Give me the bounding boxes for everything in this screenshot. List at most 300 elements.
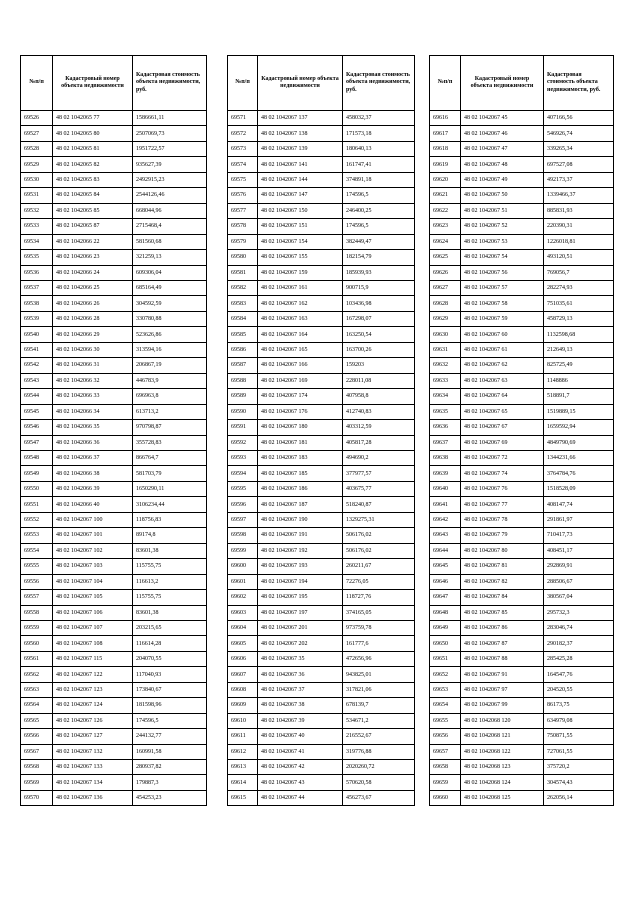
cadastral-number: 48 02 1042067 166 <box>258 358 343 373</box>
cadastral-number: 48 02 1042067 64 <box>461 389 544 404</box>
cadastral-cost: 970798,87 <box>133 420 207 435</box>
cadastral-number: 48 02 1042066 22 <box>53 234 133 249</box>
cadastral-cost: 206867,19 <box>133 358 207 373</box>
row-number: 69541 <box>21 342 53 357</box>
table-row <box>228 605 415 620</box>
row-number: 69558 <box>21 605 53 620</box>
table-row <box>228 111 415 126</box>
cadastral-cost: 518891,7 <box>544 389 614 404</box>
row-number: 69563 <box>21 682 53 697</box>
cadastral-cost: 116614,28 <box>133 636 207 651</box>
cadastral-number: 48 02 1042067 104 <box>53 574 133 589</box>
cadastral-cost: 2020260,72 <box>343 760 415 775</box>
table-row <box>21 543 207 558</box>
cadastral-number: 48 02 1042067 97 <box>461 682 544 697</box>
cadastral-cost: 304574,43 <box>544 775 614 790</box>
row-number: 69632 <box>430 358 461 373</box>
table-row <box>228 280 415 295</box>
cadastral-number: 48 02 1042066 25 <box>53 280 133 295</box>
cadastral-cost: 174596,5 <box>133 713 207 728</box>
cadastral-cost: 412740,83 <box>343 404 415 419</box>
table-row <box>228 141 415 156</box>
table-row <box>430 188 614 203</box>
table-row <box>228 450 415 465</box>
header-cadastral-number: Кадастровый номер объекта недвижимости <box>53 56 133 111</box>
table-row <box>430 744 614 759</box>
cadastral-cost: 2544126,46 <box>133 188 207 203</box>
row-number: 69603 <box>228 605 258 620</box>
cadastral-number: 48 02 1042067 107 <box>53 620 133 635</box>
cadastral-number: 48 02 1042067 115 <box>53 651 133 666</box>
cadastral-number: 48 02 1042066 39 <box>53 481 133 496</box>
row-number: 69540 <box>21 327 53 342</box>
row-number: 69635 <box>430 404 461 419</box>
row-number: 69567 <box>21 744 53 759</box>
table-row <box>430 296 614 311</box>
cadastral-number: 48 02 1042066 40 <box>53 497 133 512</box>
table-row <box>21 280 207 295</box>
table-row <box>21 342 207 357</box>
cadastral-cost: 866764,7 <box>133 450 207 465</box>
row-number: 69638 <box>430 450 461 465</box>
cadastral-cost: 973759,78 <box>343 620 415 635</box>
cadastral-cost: 180640,13 <box>343 141 415 156</box>
row-number: 69583 <box>228 296 258 311</box>
table-row <box>21 636 207 651</box>
row-number: 69659 <box>430 775 461 790</box>
row-number: 69622 <box>430 203 461 218</box>
table-row <box>430 280 614 295</box>
cadastral-number: 48 02 1042066 30 <box>53 342 133 357</box>
cadastral-number: 48 02 1042065 80 <box>53 126 133 141</box>
table-row <box>228 435 415 450</box>
cadastral-cost: 174596,5 <box>343 188 415 203</box>
row-number: 69630 <box>430 327 461 342</box>
row-number: 69620 <box>430 172 461 187</box>
cadastral-cost: 751035,61 <box>544 296 614 311</box>
cadastral-number: 48 02 1042067 163 <box>258 311 343 326</box>
cadastral-table-1 <box>20 55 207 806</box>
cadastral-number: 48 02 1042066 35 <box>53 420 133 435</box>
cadastral-cost: 885831,93 <box>544 203 614 218</box>
row-number: 69565 <box>21 713 53 728</box>
cadastral-number: 48 02 1042067 151 <box>258 219 343 234</box>
cadastral-number: 48 02 1042067 138 <box>258 126 343 141</box>
row-number: 69549 <box>21 466 53 481</box>
cadastral-number: 48 02 1042067 176 <box>258 404 343 419</box>
cadastral-cost: 374891,18 <box>343 172 415 187</box>
cadastral-number: 48 02 1042067 51 <box>461 203 544 218</box>
table-row <box>21 157 207 172</box>
row-number: 69531 <box>21 188 53 203</box>
row-number: 69539 <box>21 311 53 326</box>
cadastral-number: 48 02 1042067 161 <box>258 280 343 295</box>
row-number: 69641 <box>430 497 461 512</box>
row-number: 69574 <box>228 157 258 172</box>
cadastral-cost: 117040,93 <box>133 667 207 682</box>
table-row <box>21 466 207 481</box>
cadastral-number: 48 02 1042066 26 <box>53 296 133 311</box>
cadastral-number: 48 02 1042067 187 <box>258 497 343 512</box>
table-row <box>228 358 415 373</box>
cadastral-number: 48 02 1042066 38 <box>53 466 133 481</box>
row-number: 69545 <box>21 404 53 419</box>
cadastral-number: 48 02 1042067 44 <box>258 790 343 805</box>
cadastral-number: 48 02 1042067 185 <box>258 466 343 481</box>
cadastral-number: 48 02 1042067 123 <box>53 682 133 697</box>
row-number: 69660 <box>430 790 461 805</box>
table-row <box>21 497 207 512</box>
table-row <box>430 775 614 790</box>
cadastral-cost: 163250,54 <box>343 327 415 342</box>
row-number: 69651 <box>430 651 461 666</box>
row-number: 69642 <box>430 512 461 527</box>
cadastral-number: 48 02 1042067 82 <box>461 574 544 589</box>
row-number: 69537 <box>21 280 53 295</box>
row-number: 69609 <box>228 698 258 713</box>
cadastral-cost: 181598,96 <box>133 698 207 713</box>
table-header-row <box>430 56 614 111</box>
cadastral-cost: 518240,87 <box>343 497 415 512</box>
cadastral-cost: 492173,37 <box>544 172 614 187</box>
cadastral-cost: 118727,76 <box>343 590 415 605</box>
cadastral-cost: 1586661,11 <box>133 111 207 126</box>
row-number: 69644 <box>430 543 461 558</box>
table-row <box>228 682 415 697</box>
table-row <box>430 574 614 589</box>
table-row <box>21 450 207 465</box>
table-row <box>430 358 614 373</box>
row-number: 69553 <box>21 528 53 543</box>
cadastral-cost: 1329275,31 <box>343 512 415 527</box>
header-cadastral-cost: Кадастровая стоимость объекта недвижимости, руб. <box>343 56 415 111</box>
cadastral-number: 48 02 1042066 32 <box>53 373 133 388</box>
header-number: №п/п <box>228 56 258 111</box>
row-number: 69627 <box>430 280 461 295</box>
table-row <box>21 559 207 574</box>
cadastral-cost: 523626,86 <box>133 327 207 342</box>
cadastral-number: 48 02 1042067 79 <box>461 528 544 543</box>
cadastral-number: 48 02 1042067 36 <box>258 667 343 682</box>
row-number: 69626 <box>430 265 461 280</box>
cadastral-number: 48 02 1042067 54 <box>461 250 544 265</box>
cadastral-cost: 769056,7 <box>544 265 614 280</box>
table-row <box>228 188 415 203</box>
row-number: 69547 <box>21 435 53 450</box>
table-row <box>228 729 415 744</box>
row-number: 69604 <box>228 620 258 635</box>
row-number: 69588 <box>228 373 258 388</box>
row-number: 69552 <box>21 512 53 527</box>
table-row <box>21 389 207 404</box>
cadastral-cost: 160991,58 <box>133 744 207 759</box>
cadastral-cost: 581703,79 <box>133 466 207 481</box>
cadastral-number: 48 02 1042067 42 <box>258 760 343 775</box>
cadastral-number: 48 02 1042067 59 <box>461 311 544 326</box>
cadastral-number: 48 02 1042067 39 <box>258 713 343 728</box>
row-number: 69648 <box>430 605 461 620</box>
cadastral-number: 48 02 1042067 183 <box>258 450 343 465</box>
row-number: 69566 <box>21 729 53 744</box>
cadastral-number: 48 02 1042067 133 <box>53 760 133 775</box>
table-row <box>228 296 415 311</box>
cadastral-cost: 1519889,15 <box>544 404 614 419</box>
cadastral-cost: 203215,65 <box>133 620 207 635</box>
table-row <box>21 590 207 605</box>
cadastral-cost: 1518528,09 <box>544 481 614 496</box>
row-number: 69639 <box>430 466 461 481</box>
row-number: 69658 <box>430 760 461 775</box>
table-row <box>228 636 415 651</box>
table-row <box>21 358 207 373</box>
row-number: 69554 <box>21 543 53 558</box>
cadastral-cost: 2492915,23 <box>133 172 207 187</box>
cadastral-table-3 <box>429 55 614 806</box>
table-row <box>21 760 207 775</box>
table-row <box>228 574 415 589</box>
table-row <box>430 420 614 435</box>
cadastral-number: 48 02 1042068 122 <box>461 744 544 759</box>
cadastral-number: 48 02 1042067 190 <box>258 512 343 527</box>
table-row <box>430 265 614 280</box>
cadastral-cost: 1650290,11 <box>133 481 207 496</box>
cadastral-cost: 319776,88 <box>343 744 415 759</box>
table-row <box>228 389 415 404</box>
table-row <box>228 590 415 605</box>
cadastral-cost: 546926,74 <box>544 126 614 141</box>
cadastral-cost: 697527,08 <box>544 157 614 172</box>
cadastral-cost: 727061,55 <box>544 744 614 759</box>
cadastral-number: 48 02 1042067 43 <box>258 775 343 790</box>
table-row <box>228 311 415 326</box>
table-row <box>430 311 614 326</box>
table-row <box>430 651 614 666</box>
cadastral-cost: 330780,88 <box>133 311 207 326</box>
table-header-row <box>228 56 415 111</box>
row-number: 69599 <box>228 543 258 558</box>
table-row <box>228 543 415 558</box>
table-row <box>430 713 614 728</box>
cadastral-number: 48 02 1042068 125 <box>461 790 544 805</box>
row-number: 69561 <box>21 651 53 666</box>
cadastral-number: 48 02 1042067 162 <box>258 296 343 311</box>
row-number: 69633 <box>430 373 461 388</box>
row-number: 69602 <box>228 590 258 605</box>
row-number: 69613 <box>228 760 258 775</box>
table-row <box>430 172 614 187</box>
header-cadastral-cost: Кадастровая стоимость объекта недвижимости, руб. <box>544 56 614 111</box>
cadastral-number: 48 02 1042067 137 <box>258 111 343 126</box>
cadastral-number: 48 02 1042067 72 <box>461 450 544 465</box>
table-row <box>228 404 415 419</box>
row-number: 69572 <box>228 126 258 141</box>
cadastral-cost: 164547,76 <box>544 667 614 682</box>
cadastral-number: 48 02 1042066 34 <box>53 404 133 419</box>
row-number: 69564 <box>21 698 53 713</box>
cadastral-number: 48 02 1042067 193 <box>258 559 343 574</box>
table-row <box>21 203 207 218</box>
row-number: 69591 <box>228 420 258 435</box>
table-row <box>228 327 415 342</box>
cadastral-cost: 1339466,37 <box>544 188 614 203</box>
cadastral-cost: 72276,05 <box>343 574 415 589</box>
table-row <box>21 141 207 156</box>
cadastral-cost: 613713,2 <box>133 404 207 419</box>
row-number: 69645 <box>430 559 461 574</box>
row-number: 69629 <box>430 311 461 326</box>
cadastral-cost: 262056,14 <box>544 790 614 805</box>
cadastral-cost: 260211,67 <box>343 559 415 574</box>
header-cadastral-cost: Кадастровая стоимость объекта недвижимости, руб. <box>133 56 207 111</box>
row-number: 69559 <box>21 620 53 635</box>
cadastral-cost: 103436,98 <box>343 296 415 311</box>
row-number: 69625 <box>430 250 461 265</box>
row-number: 69570 <box>21 790 53 805</box>
row-number: 69571 <box>228 111 258 126</box>
cadastral-cost: 403675,77 <box>343 481 415 496</box>
row-number: 69636 <box>430 420 461 435</box>
table-row <box>21 651 207 666</box>
cadastral-number: 48 02 1042067 100 <box>53 512 133 527</box>
cadastral-number: 48 02 1042067 136 <box>53 790 133 805</box>
cadastral-number: 48 02 1042067 108 <box>53 636 133 651</box>
table-row <box>228 203 415 218</box>
cadastral-cost: 179887,3 <box>133 775 207 790</box>
cadastral-number: 48 02 1042067 80 <box>461 543 544 558</box>
cadastral-number: 48 02 1042066 24 <box>53 265 133 280</box>
table-row <box>228 744 415 759</box>
cadastral-number: 48 02 1042067 134 <box>53 775 133 790</box>
cadastral-cost: 283046,74 <box>544 620 614 635</box>
cadastral-cost: 339265,34 <box>544 141 614 156</box>
cadastral-cost: 118756,83 <box>133 512 207 527</box>
cadastral-number: 48 02 1042067 150 <box>258 203 343 218</box>
row-number: 69594 <box>228 466 258 481</box>
cadastral-number: 48 02 1042067 201 <box>258 620 343 635</box>
row-number: 69590 <box>228 404 258 419</box>
row-number: 69526 <box>21 111 53 126</box>
cadastral-number: 48 02 1042067 47 <box>461 141 544 156</box>
cadastral-number: 48 02 1042067 57 <box>461 280 544 295</box>
cadastral-cost: 472656,96 <box>343 651 415 666</box>
cadastral-number: 48 02 1042068 124 <box>461 775 544 790</box>
row-number: 69568 <box>21 760 53 775</box>
cadastral-cost: 458032,37 <box>343 111 415 126</box>
cadastral-number: 48 02 1042065 84 <box>53 188 133 203</box>
cadastral-number: 48 02 1042067 144 <box>258 172 343 187</box>
cadastral-cost: 355728,83 <box>133 435 207 450</box>
table-row <box>430 790 614 805</box>
cadastral-number: 48 02 1042066 29 <box>53 327 133 342</box>
row-number: 69643 <box>430 528 461 543</box>
cadastral-cost: 678139,7 <box>343 698 415 713</box>
table-row <box>21 790 207 805</box>
table-row <box>228 250 415 265</box>
cadastral-number: 48 02 1042067 61 <box>461 342 544 357</box>
cadastral-cost: 317821,06 <box>343 682 415 697</box>
cadastral-cost: 403312,59 <box>343 420 415 435</box>
table-row <box>430 729 614 744</box>
cadastral-cost: 634979,08 <box>544 713 614 728</box>
table-row <box>21 574 207 589</box>
table-row <box>21 234 207 249</box>
table-row <box>228 528 415 543</box>
table-row <box>228 157 415 172</box>
table-row <box>430 203 614 218</box>
cadastral-cost: 161747,41 <box>343 157 415 172</box>
cadastral-cost: 900715,9 <box>343 280 415 295</box>
cadastral-number: 48 02 1042066 33 <box>53 389 133 404</box>
row-number: 69579 <box>228 234 258 249</box>
table-header-row <box>21 56 207 111</box>
table-row <box>21 126 207 141</box>
table-row <box>228 466 415 481</box>
cadastral-number: 48 02 1042067 197 <box>258 605 343 620</box>
cadastral-cost: 696963,8 <box>133 389 207 404</box>
row-number: 69612 <box>228 744 258 759</box>
cadastral-number: 48 02 1042067 181 <box>258 435 343 450</box>
cadastral-cost: 380567,04 <box>544 590 614 605</box>
row-number: 69596 <box>228 497 258 512</box>
cadastral-cost: 321259,13 <box>133 250 207 265</box>
cadastral-cost: 304592,59 <box>133 296 207 311</box>
row-number: 69615 <box>228 790 258 805</box>
table-row <box>430 497 614 512</box>
cadastral-cost: 710417,73 <box>544 528 614 543</box>
row-number: 69542 <box>21 358 53 373</box>
table-row <box>430 559 614 574</box>
table-row <box>430 636 614 651</box>
cadastral-cost: 825725,49 <box>544 358 614 373</box>
table-row <box>21 512 207 527</box>
cadastral-cost: 244132,77 <box>133 729 207 744</box>
table-row <box>228 342 415 357</box>
table-row <box>430 543 614 558</box>
row-number: 69592 <box>228 435 258 450</box>
cadastral-cost: 1344231,66 <box>544 450 614 465</box>
table-row <box>21 713 207 728</box>
row-number: 69548 <box>21 450 53 465</box>
row-number: 69576 <box>228 188 258 203</box>
table-row <box>430 481 614 496</box>
row-number: 69543 <box>21 373 53 388</box>
cadastral-number: 48 02 1042067 50 <box>461 188 544 203</box>
row-number: 69605 <box>228 636 258 651</box>
row-number: 69533 <box>21 219 53 234</box>
table-row <box>228 620 415 635</box>
row-number: 69546 <box>21 420 53 435</box>
cadastral-cost: 167298,07 <box>343 311 415 326</box>
cadastral-number: 48 02 1042067 38 <box>258 698 343 713</box>
cadastral-number: 48 02 1042067 195 <box>258 590 343 605</box>
row-number: 69534 <box>21 234 53 249</box>
row-number: 69650 <box>430 636 461 651</box>
cadastral-number: 48 02 1042067 191 <box>258 528 343 543</box>
table-row <box>430 219 614 234</box>
cadastral-cost: 458729,13 <box>544 311 614 326</box>
row-number: 69653 <box>430 682 461 697</box>
row-number: 69606 <box>228 651 258 666</box>
header-number: №п/п <box>21 56 53 111</box>
table-row <box>430 435 614 450</box>
cadastral-number: 48 02 1042067 155 <box>258 250 343 265</box>
cadastral-cost: 493120,51 <box>544 250 614 265</box>
table-row <box>430 111 614 126</box>
table-row <box>228 481 415 496</box>
cadastral-number: 48 02 1042067 91 <box>461 667 544 682</box>
table-row <box>430 450 614 465</box>
table-row <box>21 435 207 450</box>
